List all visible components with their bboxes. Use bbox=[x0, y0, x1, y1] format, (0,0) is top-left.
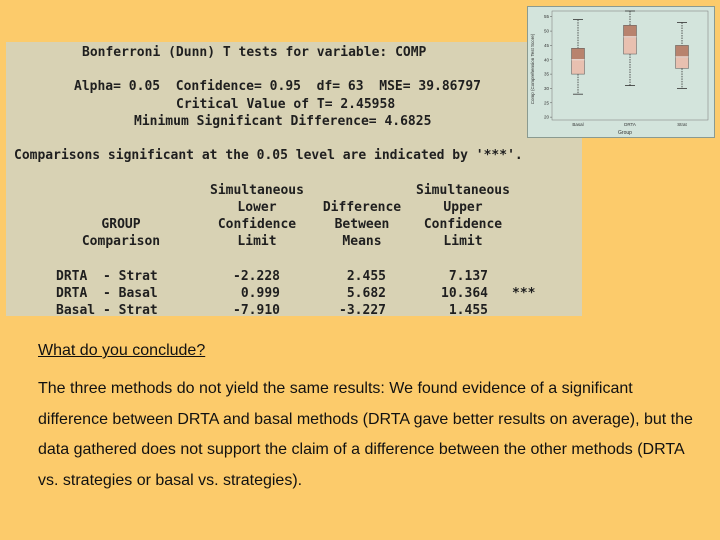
y-tick-label: 30 bbox=[543, 85, 549, 91]
y-tick-label: 50 bbox=[543, 28, 549, 34]
y-tick-label: 55 bbox=[543, 14, 549, 20]
sas-alpha-line: Alpha= 0.05 Confidence= 0.95 df= 63 MSE= 39.86797 bbox=[74, 79, 481, 95]
box-lower-half bbox=[676, 57, 689, 68]
sas-output-panel: Bonferroni (Dunn) T tests for variable: COMP Alpha= 0.05 Confidence= 0.95 df= 63 MSE= 39.86797 Critical Value of T= 2.45958 Minimum Significant Difference= 4.6825 Comparisons significant at the 0.05 level are indicated by '***'. Simultaneous Lower Confidence Limit Difference Between Means Simultaneous Upper Confidence Limit GROUP Comparison DRTA - Strat -2.228 2.455 7.137 DRTA - Basal 0.999 5.682 10.364 *** Basal - Strat -7.910 -3.227 1.455 bbox=[6, 42, 582, 316]
x-tick-label: Strat bbox=[677, 122, 687, 127]
y-tick-label: 35 bbox=[543, 71, 549, 77]
boxplot-svg bbox=[528, 7, 714, 137]
y-tick-label: 25 bbox=[543, 100, 549, 106]
sas-header-diff: Difference Between Means bbox=[322, 199, 402, 250]
question-heading: What do you conclude? bbox=[38, 342, 206, 359]
boxplot-ylabel: Comp (Comprehension Test Score) bbox=[530, 33, 535, 105]
conclusion-text: The three methods do not yield the same results: We found evidence of a significant difference between DRTA and basal methods (DRTA gave better results on average), but the data gathered does not support the claim of a difference between the other methods (DRTA vs. strategies or basal vs. strategies). bbox=[38, 380, 693, 489]
box-upper-half bbox=[572, 48, 585, 59]
boxplot-thumbnail bbox=[527, 6, 715, 138]
sas-critical-value-line: Critical Value of T= 2.45958 bbox=[176, 96, 396, 112]
y-tick-label: 45 bbox=[543, 42, 549, 48]
box-upper-half bbox=[676, 45, 689, 56]
box-lower-half bbox=[572, 60, 585, 74]
y-tick-label: 40 bbox=[543, 57, 549, 63]
box-lower-half bbox=[624, 37, 637, 54]
x-tick-label: Basal bbox=[572, 122, 584, 127]
sas-header-group: GROUP Comparison bbox=[81, 217, 161, 250]
y-tick-label: 20 bbox=[543, 114, 549, 120]
x-tick-label: DRTA bbox=[624, 122, 636, 127]
boxplot-xlabel: Group bbox=[618, 130, 632, 136]
sas-header-upper: Simultaneous Upper Confidence Limit bbox=[416, 182, 510, 250]
sas-significance-note: Comparisons significant at the 0.05 level are indicated by '***'. bbox=[14, 148, 523, 164]
sas-title: Bonferroni (Dunn) T tests for variable: COMP bbox=[82, 45, 427, 60]
sas-msd-line: Minimum Significant Difference= 4.6825 bbox=[134, 113, 432, 129]
box-upper-half bbox=[624, 25, 637, 36]
sas-header-lower: Simultaneous Lower Confidence Limit bbox=[210, 182, 304, 250]
